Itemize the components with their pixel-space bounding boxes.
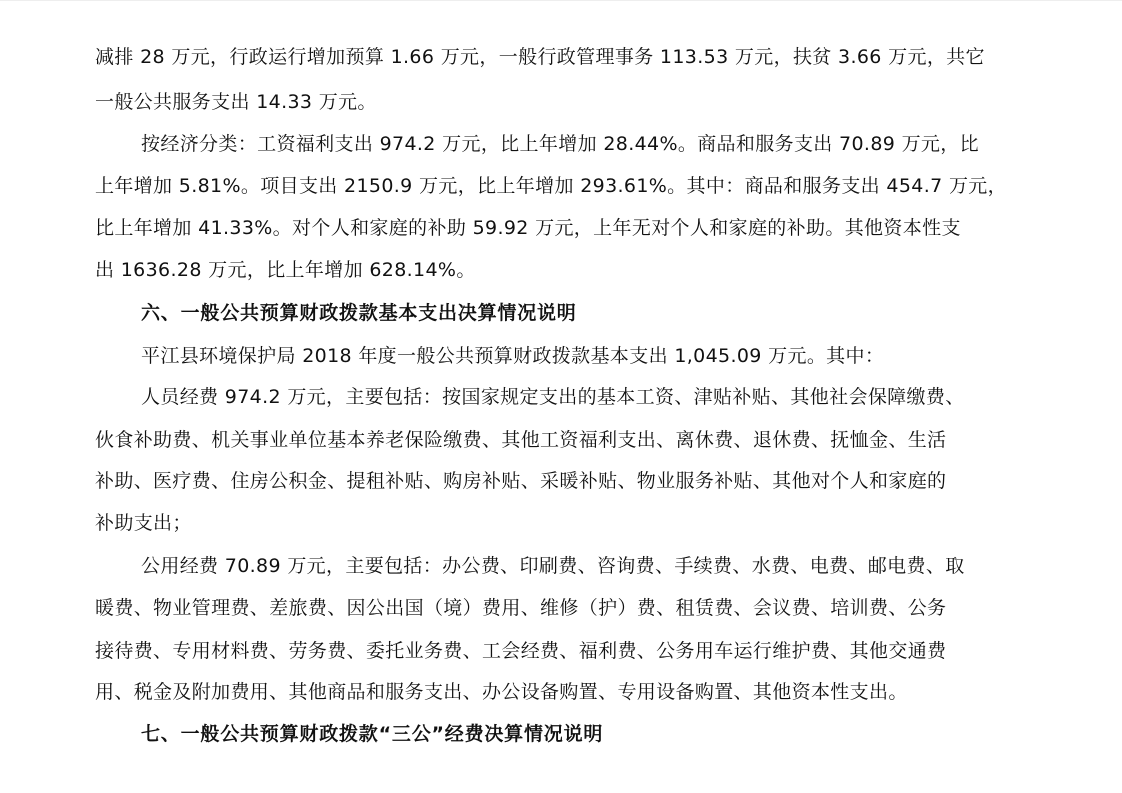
section-heading-7: 七、一般公共预算财政拨款“三公”经费决算情况说明 bbox=[141, 723, 604, 745]
paragraph-line-15: 用、税金及附加费用、其他商品和服务支出、办公设备购置、专用设备购置、其他资本性支出。 bbox=[95, 681, 908, 703]
paragraph-line-11: 补助支出； bbox=[95, 512, 192, 534]
paragraph-line-1: 减排 28 万元，行政运行增加预算 1.66 万元，一般行政管理事务 113.53 万元，扶贫 3.66 万元，共它 bbox=[95, 46, 985, 68]
paragraph-line-8: 人员经费 974.2 万元，主要包括：按国家规定支出的基本工资、津贴补贴、其他社会保障缴费、 bbox=[141, 386, 965, 408]
paragraph-line-6: 出 1636.28 万元，比上年增加 628.14%。 bbox=[95, 259, 476, 281]
top-edge-line bbox=[0, 0, 1122, 1]
paragraph-line-7: 平江县环境保护局 2018 年度一般公共预算财政拨款基本支出 1,045.09 万元。其中： bbox=[141, 345, 885, 367]
section-heading-6: 六、一般公共预算财政拨款基本支出决算情况说明 bbox=[141, 302, 577, 324]
paragraph-line-2: 一般公共服务支出 14.33 万元。 bbox=[95, 91, 377, 113]
paragraph-line-12: 公用经费 70.89 万元，主要包括：办公费、印刷费、咨询费、手续费、水费、电费、邮电费、取 bbox=[141, 555, 965, 577]
paragraph-line-3: 按经济分类：工资福利支出 974.2 万元，比上年增加 28.44%。商品和服务支出 70.89 万元，比 bbox=[141, 133, 979, 155]
paragraph-line-9: 伙食补助费、机关事业单位基本养老保险缴费、其他工资福利支出、离休费、退休费、抚恤金、生活 bbox=[95, 429, 947, 451]
paragraph-line-4: 上年增加 5.81%。项目支出 2150.9 万元，比上年增加 293.61%。其中：商品和服务支出 454.7 万元， bbox=[95, 175, 1008, 197]
paragraph-line-14: 接待费、专用材料费、劳务费、委托业务费、工会经费、福利费、公务用车运行维护费、其他交通费 bbox=[95, 640, 947, 662]
paragraph-line-5: 比上年增加 41.33%。对个人和家庭的补助 59.92 万元，上年无对个人和家庭的补助。其他资本性支 bbox=[95, 217, 961, 239]
paragraph-line-13: 暖费、物业管理费、差旅费、因公出国（境）费用、维修（护）费、租赁费、会议费、培训费、公务 bbox=[95, 597, 947, 619]
paragraph-line-10: 补助、医疗费、住房公积金、提租补贴、购房补贴、采暖补贴、物业服务补贴、其他对个人和家庭的 bbox=[95, 470, 947, 492]
